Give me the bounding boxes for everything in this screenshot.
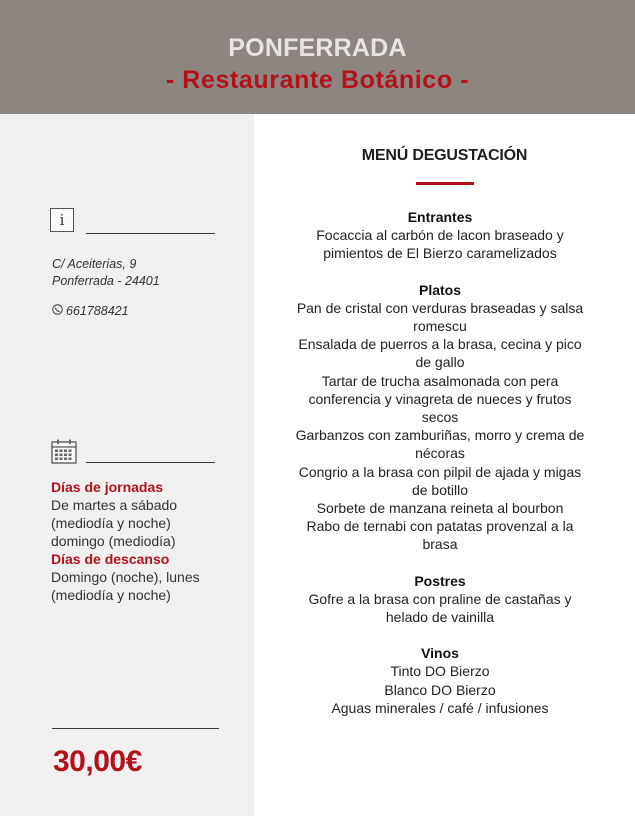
days-open-line: De martes a sábado [51,497,178,513]
menu-section-postres [286,572,594,627]
menu-price: 30,00€ [53,745,142,778]
sidebar-panel [0,114,254,816]
dish-line: Pan de cristal con verduras braseadas y salsa [296,299,584,316]
dish-line: nécoras [415,445,465,462]
dish-line: Blanco DO Bierzo [384,681,496,698]
days-open-title: Días de jornadas [51,479,164,495]
section-title: Platos [418,281,461,298]
days-closed-line: (mediodía y noche) [51,587,171,603]
section-title: Entrantes [407,209,473,225]
phone-text: 661788421 [66,304,129,318]
dish-line: Tartar de trucha asalmonada con pera [321,372,559,389]
dish-line: de gallo [415,354,465,371]
divider-price [52,728,219,729]
days-open-line: domingo (mediodía) [51,533,176,549]
dish-line: Garbanzos con zamburiñas, morro y crema de [295,427,585,444]
dish-line: Gofre a la brasa con praline de castañas y [308,590,572,607]
days-closed-title: Días de descanso [51,551,170,567]
dish-line: Congrio a la brasa con pilpil de ajada y migas [298,463,582,480]
divider-info [86,233,215,234]
section-title: Postres [414,572,466,589]
dish-line: pimientos de El Bierzo caramelizados [323,245,557,262]
dish-line: de botillo [411,481,469,498]
dish-line: Aguas minerales / café / infusiones [331,699,549,716]
menu-section-vinos [286,644,594,717]
days-open-line: (mediodía y noche) [51,515,171,531]
restaurant-name: - Restaurante Botánico - [165,66,470,94]
calendar-icon [51,438,75,462]
info-icon: i [50,208,74,232]
divider-schedule [86,462,215,463]
dish-line: conferencia y vinagreta de nueces y frutos [308,390,572,407]
dish-line: romescu [413,318,467,335]
dish-line: Focaccia al carbón de lacon braseado y [316,227,564,244]
dish-line: Sorbete de manzana reineta al bourbon [316,500,564,517]
header-banner [0,0,635,114]
section-title: Vinos [421,645,459,662]
address-line-1: C/ Aceiterias, 9 [52,257,137,271]
dish-line: Ensalada de puerros a la brasa, cecina y pico [298,336,582,353]
menu-section-platos [286,281,594,554]
title-accent-bar [416,182,474,185]
phone-icon [52,304,64,318]
address-line-2: Ponferrada - 24401 [52,274,160,288]
dish-line: secos [421,409,459,426]
menu-body [286,208,594,735]
menu-section-entrantes [286,208,594,263]
dish-line: helado de vainilla [385,609,495,626]
dish-line: brasa [422,536,458,553]
menu-title: MENÚ DEGUSTACIÓN [361,147,528,164]
phone-number [52,304,129,318]
days-closed-line: Domingo (noche), lunes [51,569,200,585]
dish-line: Rabo de ternabi con patatas provenzal a la [306,518,574,535]
dish-line: Tinto DO Bierzo [390,663,490,680]
city-title: PONFERRADA [228,34,407,62]
